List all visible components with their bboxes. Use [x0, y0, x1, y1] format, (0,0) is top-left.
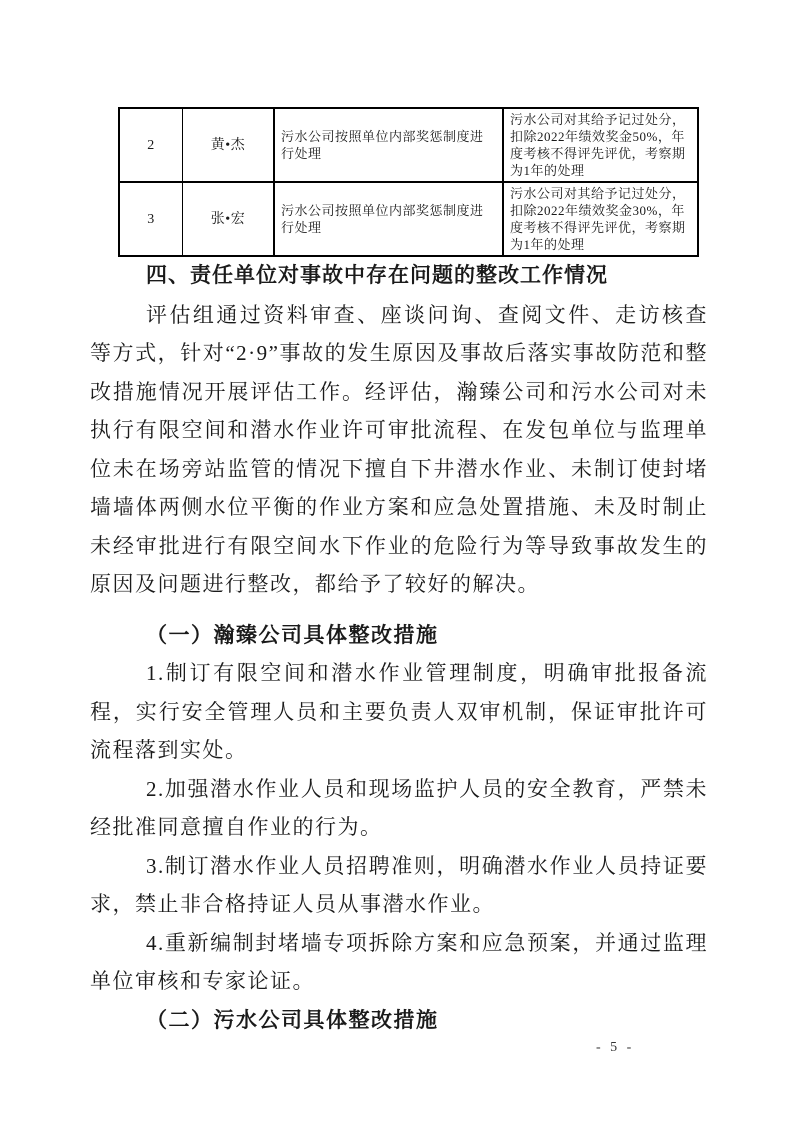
document-body	[90, 257, 708, 1039]
page-number: - 5 -	[596, 1040, 635, 1055]
cell-index: 2	[119, 108, 183, 182]
cell-handling: 污水公司按照单位内部奖惩制度进行处理	[274, 108, 503, 182]
list-item-1: 1.制订有限空间和潜水作业管理制度，明确审批报备流程，实行安全管理人员和主要负责人双审机制，保证审批许可流程落到实处。	[90, 661, 708, 762]
cell-index: 3	[119, 182, 183, 256]
cell-detail: 污水公司对其给予记过处分，扣除2022年绩效奖金50%，年度考核不得评先评优，考察期为1年的处理	[503, 108, 698, 182]
subsection-heading-1: （一）瀚臻公司具体整改措施	[146, 622, 439, 647]
cell-name: 黄•杰	[183, 108, 275, 182]
cell-handling: 污水公司按照单位内部奖惩制度进行处理	[274, 182, 503, 256]
list-item-2: 2.加强潜水作业人员和现场监护人员的安全教育，严禁未经批准同意擅自作业的行为。	[90, 776, 708, 839]
section-heading: 四、责任单位对事故中存在问题的整改工作情况	[146, 264, 608, 287]
table-row	[119, 108, 698, 182]
paragraph: 评估组通过资料审查、座谈问询、查阅文件、走访核查等方式，针对“2·9”事故的发生原因及事故后落实事故防范和整改措施情况开展评估工作。经评估，瀚臻公司和污水公司对未执行有限空间和潜水作业许可审批流程、在发包单位与监理单位未在场旁站监管的情况下擅自下井潜水作业、未制订使封堵墙墙体两侧水位平衡的作业方案和应急处置措施、未及时制止未经审批进行有限空间水下作业的危险行为等导致事故发生的原因及问题进行整改，都给予了较好的解决。	[90, 302, 708, 596]
punishment-table	[118, 107, 699, 257]
table-row	[119, 182, 698, 256]
list-item-4: 4.重新编制封堵墙专项拆除方案和应急预案，并通过监理单位审核和专家论证。	[90, 930, 708, 993]
list-item-3: 3.制订潜水作业人员招聘准则，明确潜水作业人员持证要求，禁止非合格持证人员从事潜水作业。	[90, 853, 708, 916]
cell-name: 张•宏	[183, 182, 275, 256]
cell-detail: 污水公司对其给予记过处分，扣除2022年绩效奖金30%，年度考核不得评先评优，考察期为1年的处理	[503, 182, 698, 256]
subsection-heading-2: （二）污水公司具体整改措施	[146, 1007, 439, 1032]
